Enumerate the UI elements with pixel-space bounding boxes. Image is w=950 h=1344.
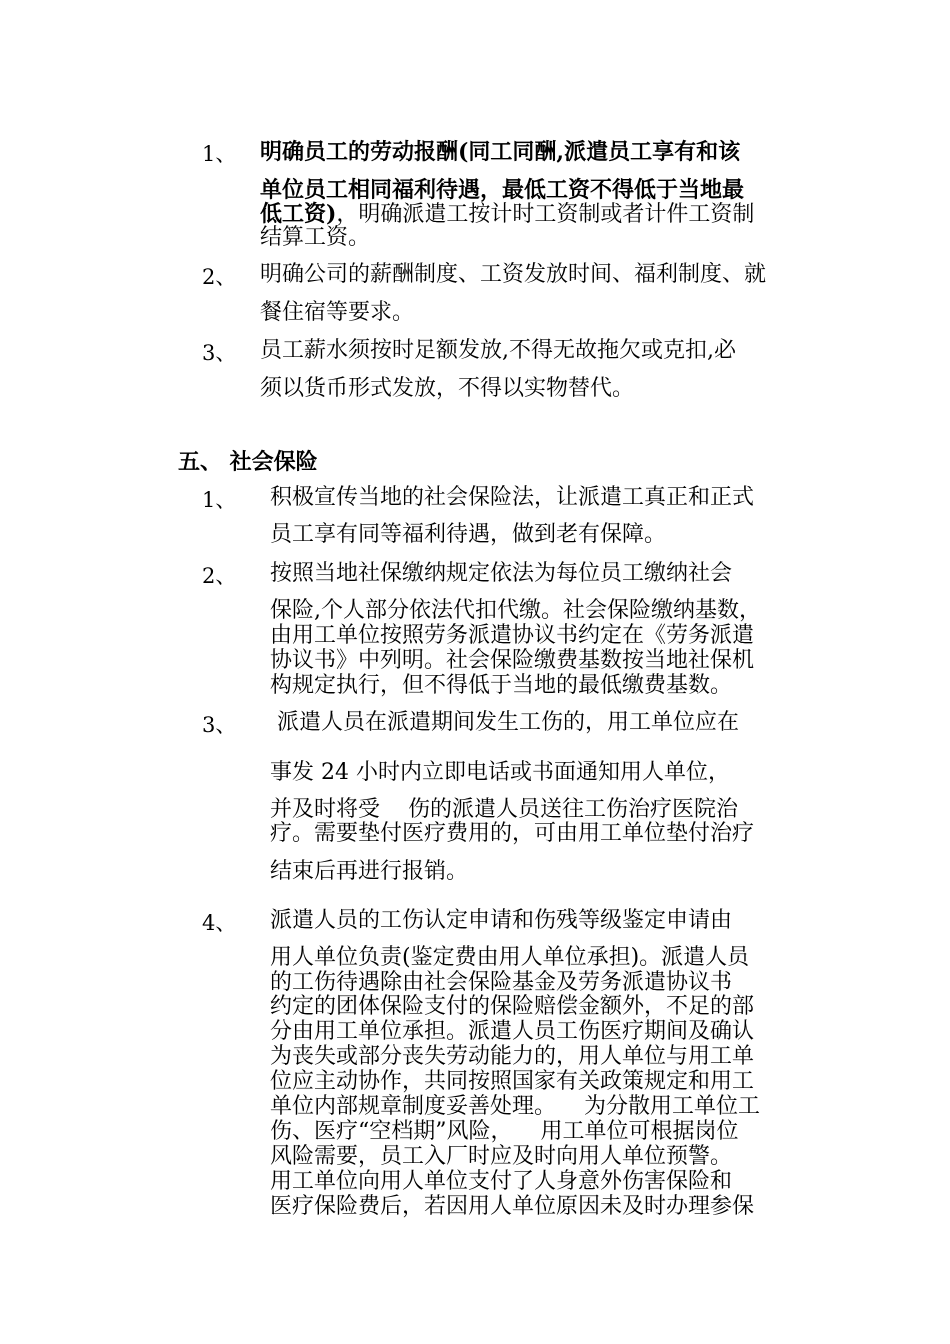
- paragraph-line: 明确员工的劳动报酬(同工同酬,派遣员工享有和该: [260, 139, 741, 165]
- paragraph-line: 员工享有同等福利待遇，做到老有保障。: [270, 522, 667, 547]
- paragraph-line: 用人单位负责(鉴定费由用人单位承担)。派遣人员: [270, 945, 750, 970]
- paragraph-line: 单位内部规章制度妥善处理。 为分散用工单位工: [270, 1094, 760, 1119]
- paragraph-line: [260, 201, 754, 228]
- paragraph-line: 派遣人员的工伤认定申请和伤残等级鉴定申请由: [270, 908, 733, 933]
- paragraph-line: 风险需要，员工入厂时应及时向用人单位预警。: [270, 1144, 733, 1169]
- paragraph-line: 协议书》中列明。社会保险缴费基数按当地社保机: [270, 648, 755, 673]
- normal-segment: ，明确派遣工按计时工资制或者计件工资制: [336, 202, 755, 227]
- paragraph-line: 并及时将受 伤的派遣人员送往工伤治疗医院治: [270, 797, 738, 822]
- paragraph-line: 派遣人员在派遣期间发生工伤的，用工单位应在: [270, 710, 739, 735]
- paragraph-line: 的工伤待遇除由社会保险基金及劳务派遣协议书: [270, 970, 733, 995]
- list-number: 2、: [202, 564, 237, 588]
- paragraph-line: 伤、医疗“空档期”风险， 用工单位可根据岗位: [270, 1119, 739, 1144]
- paragraph-line: 构规定执行，但不得低于当地的最低缴费基数。: [270, 673, 733, 698]
- paragraph-line: 由用工单位按照劳务派遣协议书约定在《劳务派遣: [270, 623, 755, 648]
- list-number: 3、: [202, 341, 237, 365]
- list-number: 1、: [202, 488, 237, 512]
- paragraph-line: 分由用工单位承担。派遣人员工伤医疗期间及确认: [270, 1019, 755, 1044]
- paragraph-line: 按照当地社保缴纳规定依法为每位员工缴纳社会: [270, 561, 733, 586]
- paragraph-line: 约定的团体保险支付的保险赔偿金额外，不足的部: [270, 994, 755, 1019]
- paragraph-line: 单位员工相同福利待遇，最低工资不得低于当地最: [260, 177, 745, 203]
- paragraph-line: 为丧失或部分丧失劳动能力的，用人单位与用工单: [270, 1044, 755, 1069]
- list-number: 1、: [202, 142, 237, 166]
- list-number: 4、: [202, 911, 237, 935]
- paragraph-line: 事发 24 小时内立即电话或书面通知用人单位，: [270, 760, 730, 785]
- paragraph-line: 明确公司的薪酬制度、工资发放时间、福利制度、就: [260, 262, 767, 287]
- list-number: 2、: [202, 265, 237, 289]
- paragraph-line: 餐住宿等要求。: [260, 300, 415, 325]
- paragraph-line: 医疗保险费后，若因用人单位原因未及时办理参保: [270, 1194, 755, 1219]
- paragraph-line: 结束后再进行报销。: [270, 859, 469, 884]
- paragraph-line: 用工单位向用人单位支付了人身意外伤害保险和: [270, 1169, 733, 1194]
- paragraph-line: 疗。需要垫付医疗费用的，可由用工单位垫付治疗: [270, 821, 755, 846]
- paragraph-line: 保险,个人部分依法代扣代缴。社会保险缴纳基数，: [270, 598, 761, 623]
- paragraph-line: 结算工资。: [260, 225, 371, 250]
- paragraph-line: 积极宣传当地的社会保险法，让派遣工真正和正式: [270, 485, 755, 510]
- section-heading: 五、 社会保险: [178, 449, 318, 475]
- paragraph-line: 须以货币形式发放，不得以实物替代。: [260, 376, 635, 401]
- list-number: 3、: [202, 713, 237, 737]
- paragraph-line: 位应主动协作，共同按照国家有关政策规定和用工: [270, 1069, 755, 1094]
- paragraph-line: 员工薪水须按时足额发放,不得无故拖欠或克扣,必: [260, 338, 736, 363]
- bold-segment: 低工资): [260, 201, 337, 227]
